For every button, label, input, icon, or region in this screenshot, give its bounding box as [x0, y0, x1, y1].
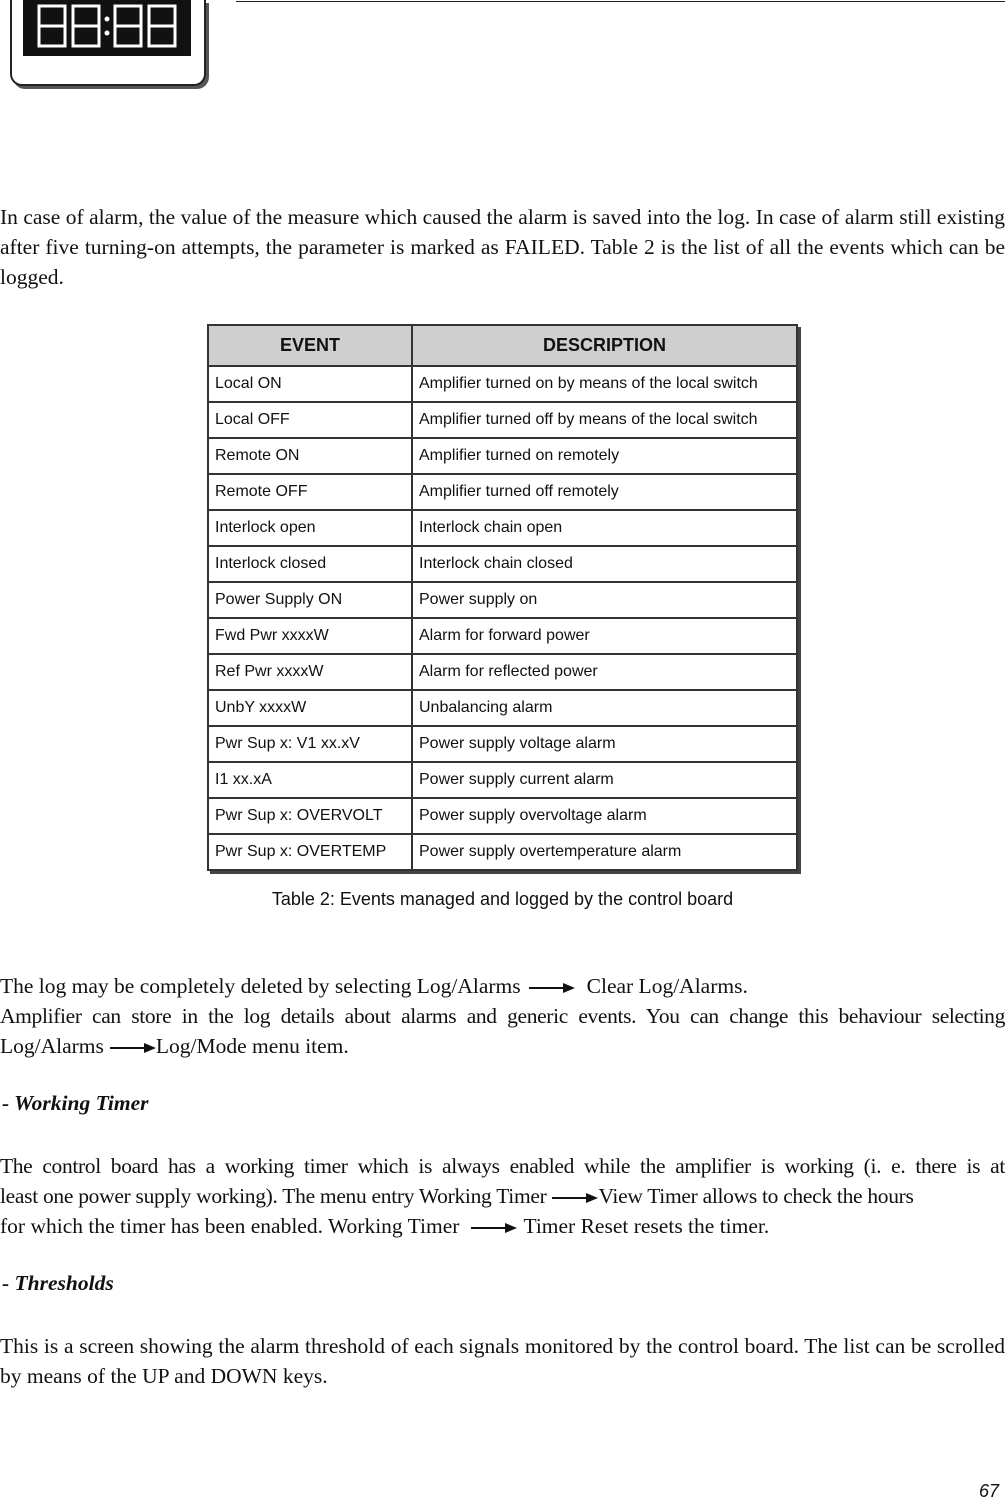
table-row — [208, 834, 797, 870]
log-paragraph — [0, 971, 1005, 1061]
working-timer-line-2-b: View Timer allows to check the hours — [598, 1184, 914, 1208]
event-cell: Local OFF — [208, 402, 412, 438]
event-cell: Remote ON — [208, 438, 412, 474]
working-timer-line-2-a: least one power supply working). The menu entry Working Timer — [0, 1184, 547, 1208]
table-row — [208, 438, 797, 474]
table-row — [208, 546, 797, 582]
table-row — [208, 582, 797, 618]
description-cell: Interlock chain open — [412, 510, 797, 546]
log-line-2: Amplifier can store in the log details about alarms and generic events. You can change this behaviour selecting — [0, 1004, 1005, 1028]
description-cell: Amplifier turned on remotely — [412, 438, 797, 474]
thresholds-text: This is a screen showing the alarm threshold of each signals monitored by the control board. The list can be scrolled by means of the UP and DOWN keys. — [0, 1334, 1005, 1388]
description-cell: Amplifier turned on by means of the local switch — [412, 366, 797, 402]
description-cell: Power supply voltage alarm — [412, 726, 797, 762]
table-row — [208, 402, 797, 438]
table-row — [208, 474, 797, 510]
page-number: 67 — [978, 1481, 999, 1501]
thresholds-heading: - Thresholds — [2, 1271, 114, 1295]
table-row — [208, 762, 797, 798]
working-timer-line-1: The control board has a working timer which is always enabled while the amplifier is working (i. e. there is at — [0, 1154, 1005, 1178]
event-cell: Interlock closed — [208, 546, 412, 582]
table-row — [208, 726, 797, 762]
log-line-3-b: Log/Mode menu item. — [155, 1034, 349, 1058]
event-cell: Interlock open — [208, 510, 412, 546]
table-row — [208, 618, 797, 654]
event-cell: Power Supply ON — [208, 582, 412, 618]
description-cell: Power supply overtemperature alarm — [412, 834, 797, 870]
table-caption: Table 2: Events managed and logged by the control board — [271, 889, 734, 909]
header-event: EVENT — [208, 325, 412, 366]
log-line-3 — [0, 1031, 1005, 1061]
intro-text: In case of alarm, the value of the measure which caused the alarm is saved into the log. In case of alarm still existing after five turning-on attempts, the parameter is marked as FAILED. Table 2 is the list of all the events which can be logged. — [0, 205, 1005, 289]
working-timer-line-3-b: Timer Reset resets the timer. — [523, 1214, 770, 1238]
event-cell: Ref Pwr xxxxW — [208, 654, 412, 690]
description-cell: Power supply overvoltage alarm — [412, 798, 797, 834]
right-arrow-icon — [552, 1192, 598, 1204]
event-cell: Remote OFF — [208, 474, 412, 510]
log-line-1-b: Clear Log/Alarms. — [586, 974, 748, 998]
intro-paragraph — [0, 202, 1005, 292]
working-timer-line-3 — [0, 1211, 1005, 1241]
event-cell: I1 xx.xA — [208, 762, 412, 798]
digital-timer-display-icon — [23, 0, 191, 56]
event-cell: Pwr Sup x: OVERVOLT — [208, 798, 412, 834]
events-table — [207, 324, 798, 871]
log-line-1 — [0, 971, 1005, 1001]
description-cell: Amplifier turned off remotely — [412, 474, 797, 510]
header-rule — [236, 1, 1005, 2]
timer-logo — [10, 0, 206, 88]
description-cell: Interlock chain closed — [412, 546, 797, 582]
right-arrow-icon — [529, 982, 575, 994]
event-cell: Local ON — [208, 366, 412, 402]
description-cell: Alarm for reflected power — [412, 654, 797, 690]
table-row — [208, 690, 797, 726]
description-cell: Power supply on — [412, 582, 797, 618]
table-row — [208, 510, 797, 546]
event-cell: Pwr Sup x: OVERTEMP — [208, 834, 412, 870]
event-cell: Fwd Pwr xxxxW — [208, 618, 412, 654]
description-cell: Unbalancing alarm — [412, 690, 797, 726]
working-timer-heading: - Working Timer — [2, 1091, 149, 1115]
working-timer-line-3-a: for which the timer has been enabled. Working Timer — [0, 1214, 460, 1238]
event-cell: UnbY xxxxW — [208, 690, 412, 726]
table-row — [208, 366, 797, 402]
right-arrow-icon — [471, 1222, 517, 1234]
working-timer-paragraph — [0, 1151, 1005, 1241]
event-cell: Pwr Sup x: V1 xx.xV — [208, 726, 412, 762]
table-row — [208, 654, 797, 690]
table-header-row — [208, 325, 797, 366]
working-timer-line-2 — [0, 1181, 1005, 1211]
log-line-1-a: The log may be completely deleted by selecting Log/Alarms — [0, 974, 521, 998]
description-cell: Power supply current alarm — [412, 762, 797, 798]
thresholds-paragraph — [0, 1331, 1005, 1391]
log-line-3-a: Log/Alarms — [0, 1034, 104, 1058]
header-description: DESCRIPTION — [412, 325, 797, 366]
table-row — [208, 798, 797, 834]
description-cell: Amplifier turned off by means of the local switch — [412, 402, 797, 438]
right-arrow-icon — [110, 1042, 156, 1054]
description-cell: Alarm for forward power — [412, 618, 797, 654]
